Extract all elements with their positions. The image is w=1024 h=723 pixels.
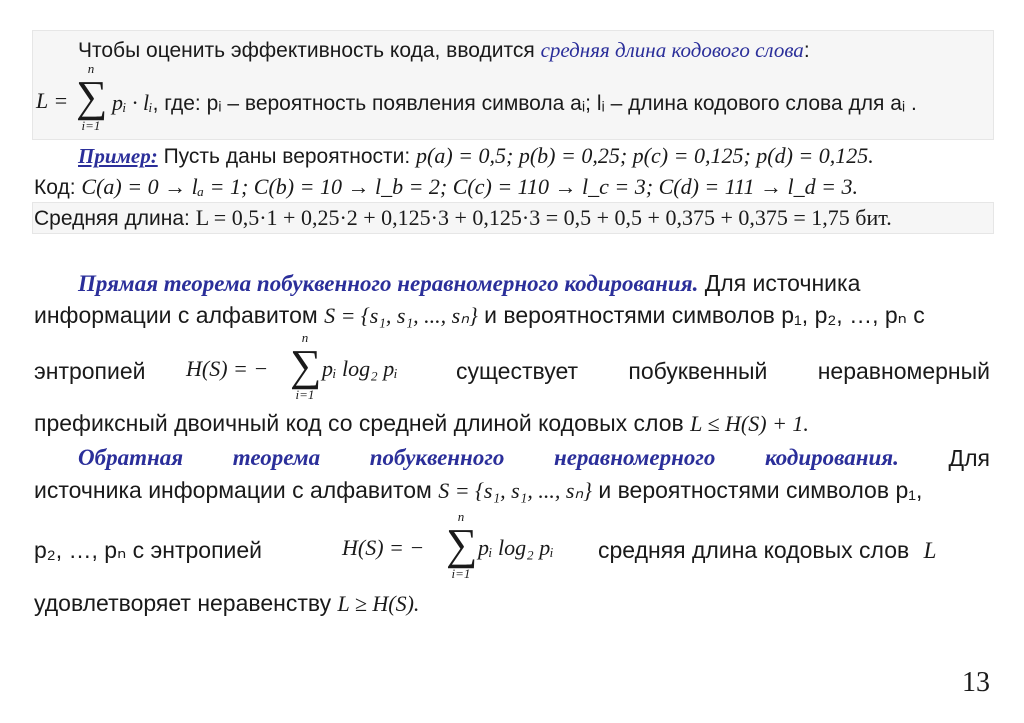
direct-text-3b: существует [456,358,579,384]
intro-line [78,38,810,63]
inverse-sum-top: n [457,509,465,524]
direct-text-4: префиксный двоичный код со средней длиной кодовых слов [34,410,684,436]
inverse-line-1 [78,445,990,472]
direct-line-2 [34,302,925,329]
direct-text-2a: информации с алфавитом [34,302,318,328]
intro-lead: Чтобы оценить эффективность кода, вводится [78,39,535,62]
inverse-line-4 [34,590,419,617]
inverse-w1: Обратная [78,445,184,470]
formula-where: , где: [152,92,201,115]
direct-alphabet: S = {s₁, s₁, ..., sₙ} [324,303,478,328]
sum-bottom: i=1 [81,118,101,133]
inverse-text-3b: средняя длина кодовых слов [598,537,910,563]
entropy-lhs-text: H(S) = − [186,356,269,381]
direct-text-3a: энтропией [34,358,146,384]
example-label: Пример: [78,144,158,168]
intro-defs [112,90,917,116]
inverse-line-2 [34,477,922,504]
intro-formula [36,88,68,114]
direct-text-1: Для источника [704,270,861,296]
avg-formula: L = 0,5·1 + 0,25·2 + 0,125·3 + 0,125·3 = 0,5 + 0,5 + 0,375 + 0,375 = 1,75 бит. [195,205,892,230]
formula-lhs: L = [36,88,69,113]
intro-term: средняя длина кодового слова [540,38,804,62]
direct-text-2b: и вероятностями символов p₁, p₂, …, pₙ с [484,302,925,328]
code-line [34,174,858,200]
sum-top: n [87,61,95,76]
inverse-line-3b [598,537,936,564]
direct-sum-sigma: ∑ [290,341,322,390]
avg-label: Средняя длина: [34,207,190,230]
direct-title: Прямая теорема побуквенного неравномерного кодирования. [78,271,699,296]
inverse-w2: теорема [232,445,321,470]
direct-text-3d: неравномерный [817,358,990,384]
inverse-w5: кодирования. [764,445,899,470]
inverse-text-2b: и вероятностями символов p₁, [598,477,923,503]
direct-line-3b [456,358,990,385]
example-text: Пусть даны вероятности: [163,145,411,168]
page-number: 13 [962,667,990,698]
direct-sum-top: n [301,330,309,345]
code-values: C(a) = 0 → lₐ = 1; C(b) = 10 → l_b = 2; C(c) = 110 → l_c = 3; C(d) = 111 → l_d = 3. [81,174,858,199]
avg-line [34,205,892,231]
example-probs: p(a) = 0,5; p(b) = 0,25; p(c) = 0,125; p(d) = 0,125. [416,143,874,168]
inverse-text-2a: источника информации с алфавитом [34,477,432,503]
inverse-alphabet: S = {s₁, s₁, ..., sₙ} [438,478,592,503]
inverse-w3: побуквенного [369,445,505,470]
intro-colon: : [803,39,810,62]
intro-sum [76,62,106,132]
direct-sum [290,331,320,401]
example-line [78,143,874,169]
direct-entropy-rhs [322,356,398,382]
inverse-bound: L ≥ H(S). [337,591,420,616]
inverse-sum [446,510,476,580]
sum-sigma: ∑ [76,72,108,121]
direct-text-3c: побуквенный [628,358,768,384]
inverse-text-3a: p₂, …, pₙ с энтропией [34,537,263,563]
inverse-entropy-rhs-text: pᵢ log₂ pᵢ [478,535,554,560]
inverse-entropy-rhs [478,535,554,561]
direct-line-4 [34,410,809,437]
inverse-sum-sigma: ∑ [446,520,478,569]
inverse-text-4: удовлетворяет неравенству [34,590,332,616]
inverse-entropy-lhs-text: H(S) = − [342,535,425,560]
inverse-text-3c: L [923,538,937,563]
pi-definition: pᵢ – вероятность появления символа aᵢ [206,92,586,115]
entropy-rhs-text: pᵢ log₂ pᵢ [322,356,398,381]
direct-line-3a [34,358,146,385]
inverse-sum-bottom: i=1 [451,566,471,581]
inverse-w6: Для [948,445,990,471]
direct-line-1 [78,270,860,297]
inverse-line-3a [34,537,262,564]
direct-entropy-lhs [186,356,268,382]
inverse-w4: неравномерного [553,445,716,470]
direct-sum-bottom: i=1 [295,387,315,402]
formula-terms: pᵢ · lᵢ [112,90,153,115]
direct-bound: L ≤ H(S) + 1. [690,411,809,436]
code-label: Код: [34,176,76,199]
inverse-entropy-lhs [342,535,424,561]
li-definition: ; lᵢ – длина кодового слова для aᵢ . [585,92,917,115]
